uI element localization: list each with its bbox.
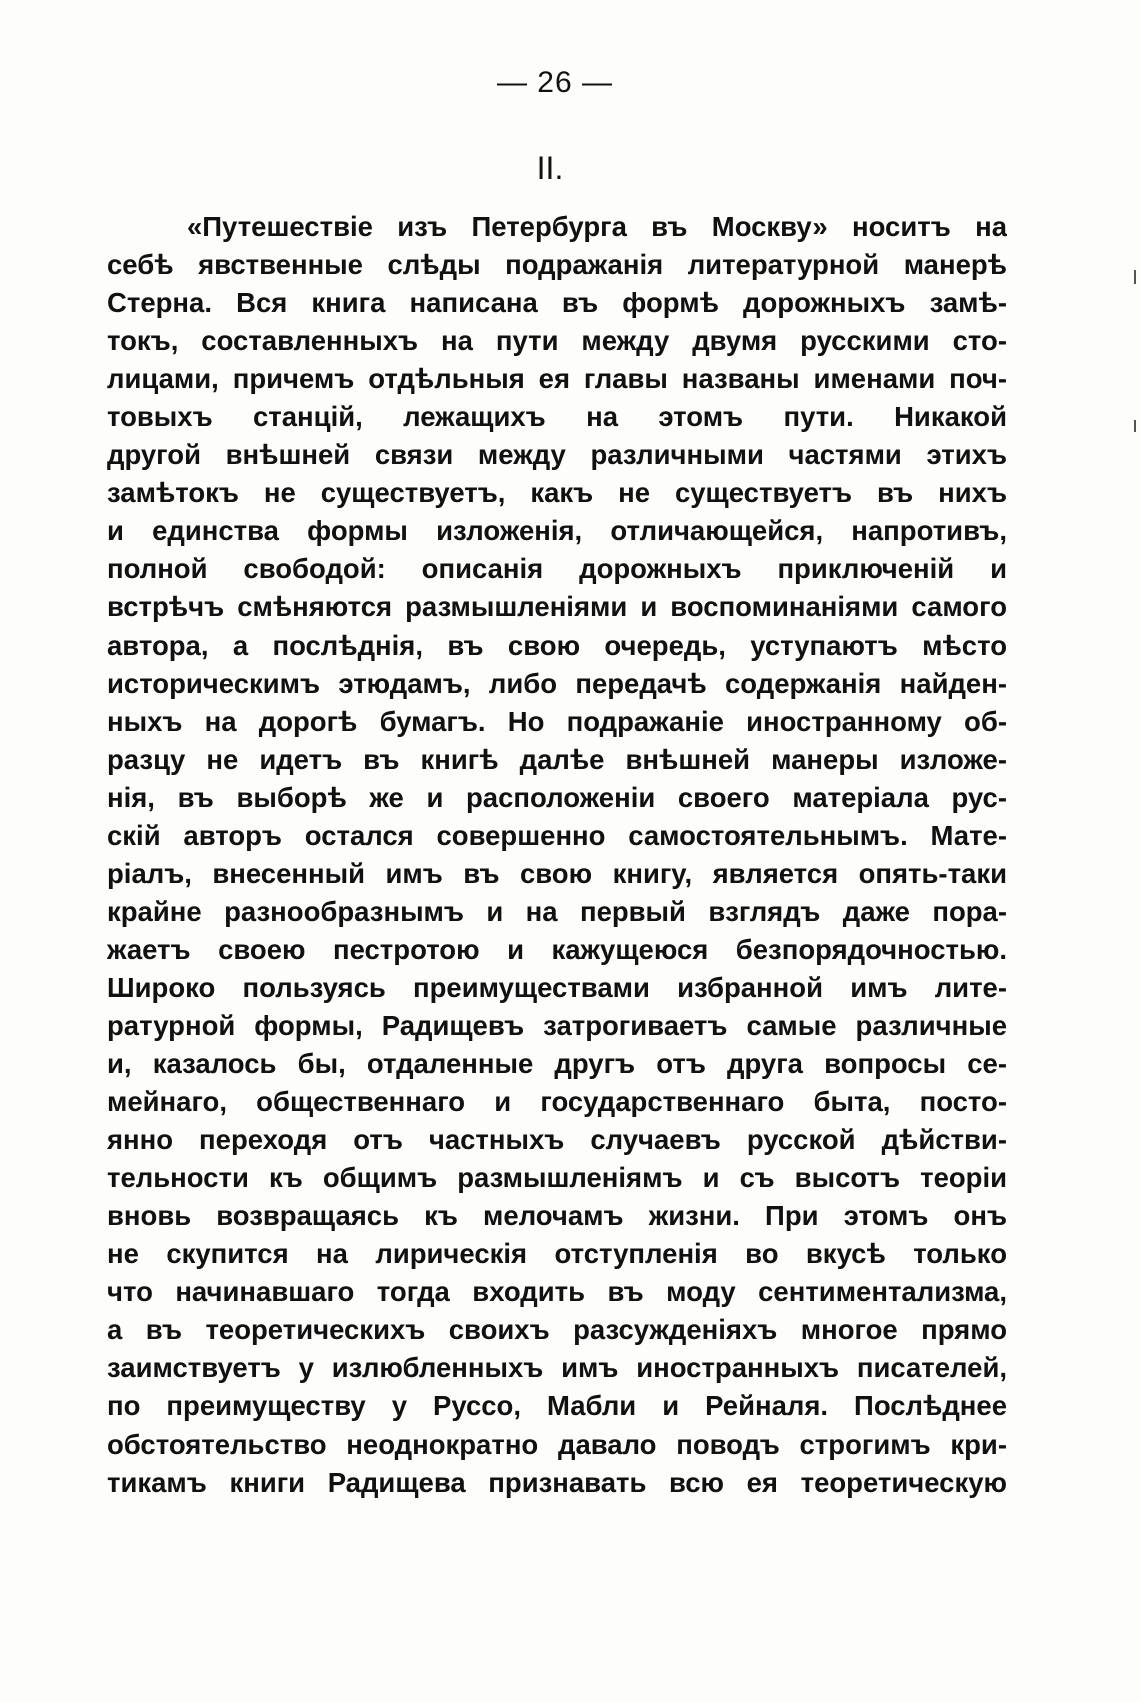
text-line: замѣтокъ не существуетъ, какъ не существуетъ въ нихъ	[107, 477, 1007, 509]
text-line: ріалъ, внесенный имъ въ свою книгу, является опять-таки	[107, 857, 1007, 889]
text-line: другой внѣшней связи между различными частями этихъ	[107, 439, 1007, 471]
text-line: «Путешествіе изъ Петербурга въ Москву» носитъ на	[187, 211, 1007, 242]
body-text	[107, 208, 1007, 1502]
text-line: крайне разнообразнымъ и на первый взглядъ даже пора-	[107, 895, 1007, 927]
text-line: полной свободой: описанія дорожныхъ приключеній и	[107, 553, 1007, 585]
text-line: заимствуетъ у излюбленныхъ имъ иностранныхъ писателей,	[107, 1352, 1007, 1384]
text-line: Стерна. Вся книга написана въ формѣ дорожныхъ замѣ-	[107, 287, 1007, 319]
text-line: жаетъ своею пестротою и кажущеюся безпорядочностью.	[107, 933, 1007, 965]
text-line: разцу не идетъ въ книгѣ далѣе внѣшней манеры изложе-	[107, 743, 1007, 775]
text-line: ратурной формы, Радищевъ затрогиваетъ самые различные	[107, 1009, 1007, 1041]
scan-edge-mark	[1134, 420, 1136, 432]
text-line: не скупится на лирическія отступленія во вкусѣ только	[107, 1238, 1007, 1270]
text-line: ныхъ на дорогѣ бумагъ. Но подражаніе иностранному об-	[107, 705, 1007, 737]
text-line: себѣ явственные слѣды подражанія литературной манерѣ	[107, 249, 1007, 281]
text-line: вновь возвращаясь къ мелочамъ жизни. При этомъ онъ	[107, 1200, 1007, 1232]
text-line: лицами, причемъ отдѣльныя ея главы названы именами поч-	[107, 363, 1007, 395]
text-line: товыхъ станцій, лежащихъ на этомъ пути. Никакой	[107, 401, 1007, 433]
text-line: мейнаго, общественнаго и государственнаго быта, посто-	[107, 1086, 1007, 1118]
section-heading: II.	[536, 150, 564, 186]
text-line: по преимуществу у Руссо, Мабли и Рейналя. Послѣднее	[107, 1390, 1007, 1422]
text-line: и единства формы изложенія, отличающейся, напротивъ,	[107, 515, 1007, 547]
text-line: историческимъ этюдамъ, либо передачѣ содержанія найден-	[107, 667, 1007, 699]
text-line: встрѣчъ смѣняются размышленіями и воспоминаніями самого	[107, 591, 1007, 623]
text-line: токъ, составленныхъ на пути между двумя русскими сто-	[107, 325, 1007, 357]
text-line: а въ теоретическихъ своихъ разсужденіяхъ многое прямо	[107, 1314, 1007, 1346]
text-line: нія, въ выборѣ же и расположеніи своего матеріала рус-	[107, 781, 1007, 813]
text-line: что начинавшаго тогда входить въ моду сентиментализма,	[107, 1276, 1007, 1308]
text-line: янно переходя отъ частныхъ случаевъ русской дѣйстви-	[107, 1124, 1007, 1156]
page-number: — 26 —	[496, 66, 614, 99]
text-line: Широко пользуясь преимуществами избранной имъ лите-	[107, 971, 1007, 1003]
text-line: и, казалось бы, отдаленные другъ отъ друга вопросы се-	[107, 1048, 1007, 1080]
text-line: тикамъ книги Радищева признавать всю ея теоретическую	[107, 1466, 1007, 1498]
text-line: автора, а послѣднія, въ свою очередь, уступаютъ мѣсто	[107, 629, 1007, 661]
scan-edge-mark	[1134, 270, 1136, 284]
text-line: обстоятельство неоднократно давало поводъ строгимъ кри-	[107, 1428, 1007, 1460]
text-line: тельности къ общимъ размышленіямъ и съ высотъ теоріи	[107, 1162, 1007, 1194]
text-line: скій авторъ остался совершенно самостоятельнымъ. Мате-	[107, 819, 1007, 851]
